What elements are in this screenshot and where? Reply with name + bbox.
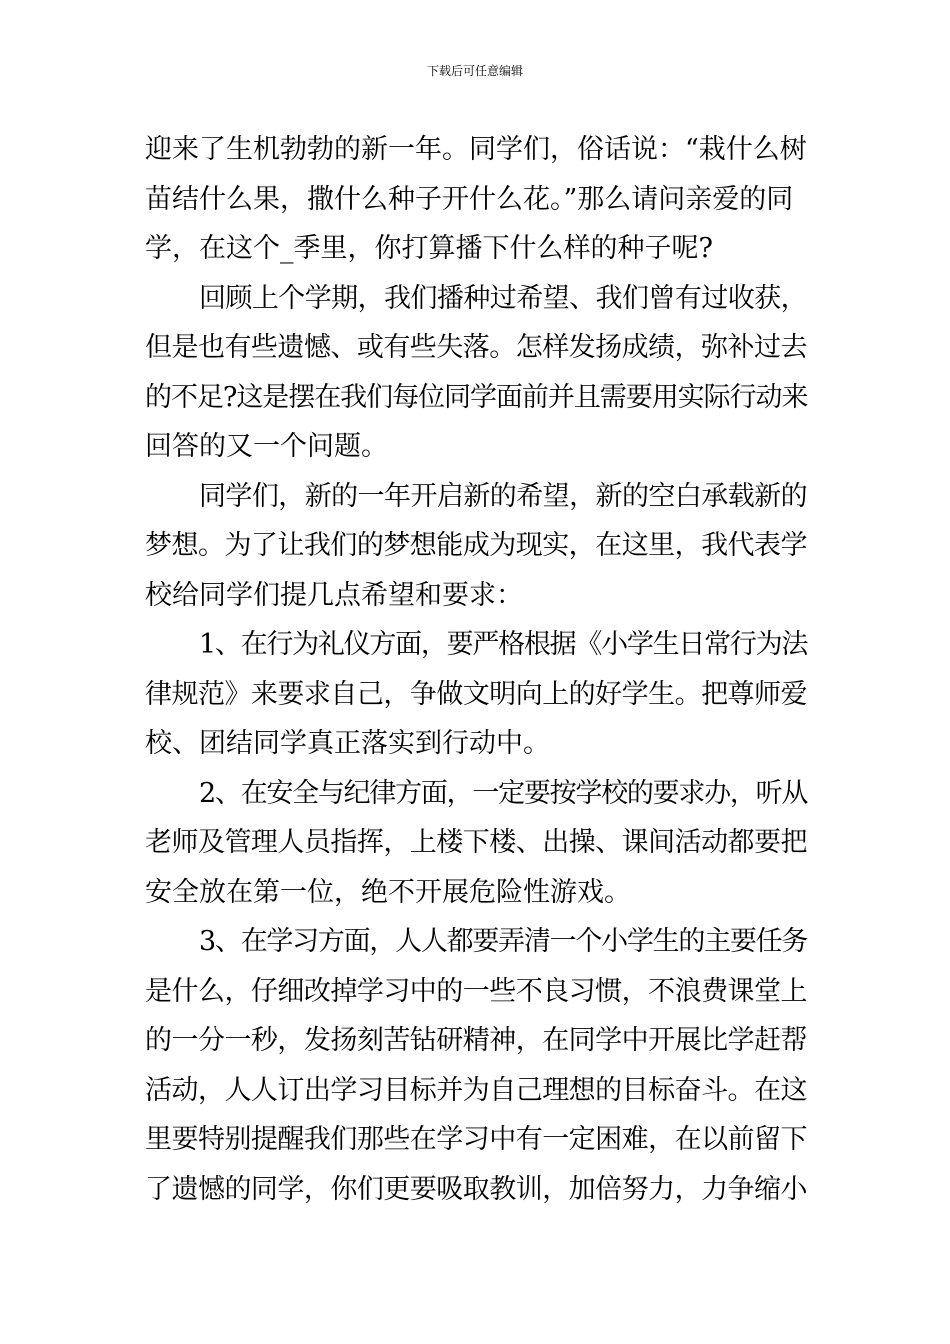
text-line: 回顾上个学期，我们播种过希望、我们曾有过收获， bbox=[199, 282, 807, 314]
text-line: 律规范》来要求自己，争做文明向上的好学生。把尊师爱 bbox=[145, 678, 807, 710]
text-line: 3、在学习方面，人人都要弄清一个小学生的主要任务 bbox=[199, 926, 808, 957]
text-line: 安全放在第一位，绝不开展危险性游戏。 bbox=[145, 876, 631, 908]
text-line: 2、在安全与纪律方面，一定要按学校的要求办，听从 bbox=[199, 777, 808, 809]
text-line: 了遗憾的同学，你们更要吸取教训，加倍努力，力争缩小 bbox=[145, 1173, 807, 1205]
text-line: 同学们，新的一年开启新的希望，新的空白承载新的 bbox=[199, 480, 807, 512]
text-line: 是什么，仔细改掉学习中的一些不良习惯，不浪费课堂上 bbox=[145, 975, 807, 1007]
text-line: 但是也有些遗憾、或有些失落。怎样发扬成绩，弥补过去 bbox=[145, 332, 807, 363]
text-line: 里要特别提醒我们那些在学习中有一定困难，在以前留下 bbox=[145, 1124, 807, 1155]
text-line: 梦想。为了让我们的梦想能成为现实，在这里，我代表学 bbox=[145, 530, 807, 561]
text-line: 的不足?这是摆在我们每位同学面前并且需要用实际行动来 bbox=[145, 381, 808, 413]
text-line: 老师及管理人员指挥，上楼下楼、出操、课间活动都要把 bbox=[145, 827, 807, 858]
text-line: 迎来了生机勃勃的新一年。同学们，俗话说：“栽什么树 bbox=[145, 134, 807, 165]
text-line: 的一分一秒，发扬刻苦钻研精神，在同学中开展比学赶帮 bbox=[145, 1025, 807, 1056]
text-line: 校、团结同学真正落实到行动中。 bbox=[145, 728, 550, 759]
text-line: 1、在行为礼仪方面，要严格根据《小学生日常行为法 bbox=[199, 629, 808, 660]
page-header: 下载后可任意编辑 bbox=[426, 64, 523, 78]
text-line: 回答的又一个问题。 bbox=[145, 431, 388, 462]
text-line: 校给同学们提几点希望和要求： bbox=[145, 579, 523, 611]
text-line: 活动，人人订出学习目标并为自己理想的目标奋斗。在这 bbox=[145, 1074, 807, 1106]
body-text bbox=[145, 125, 807, 1214]
text-line: 学，在这个_季里，你打算播下什么样的种子呢? bbox=[145, 233, 713, 264]
text-line: 苗结什么果，撒什么种子开什么花。”那么请问亲爱的同 bbox=[145, 183, 794, 215]
